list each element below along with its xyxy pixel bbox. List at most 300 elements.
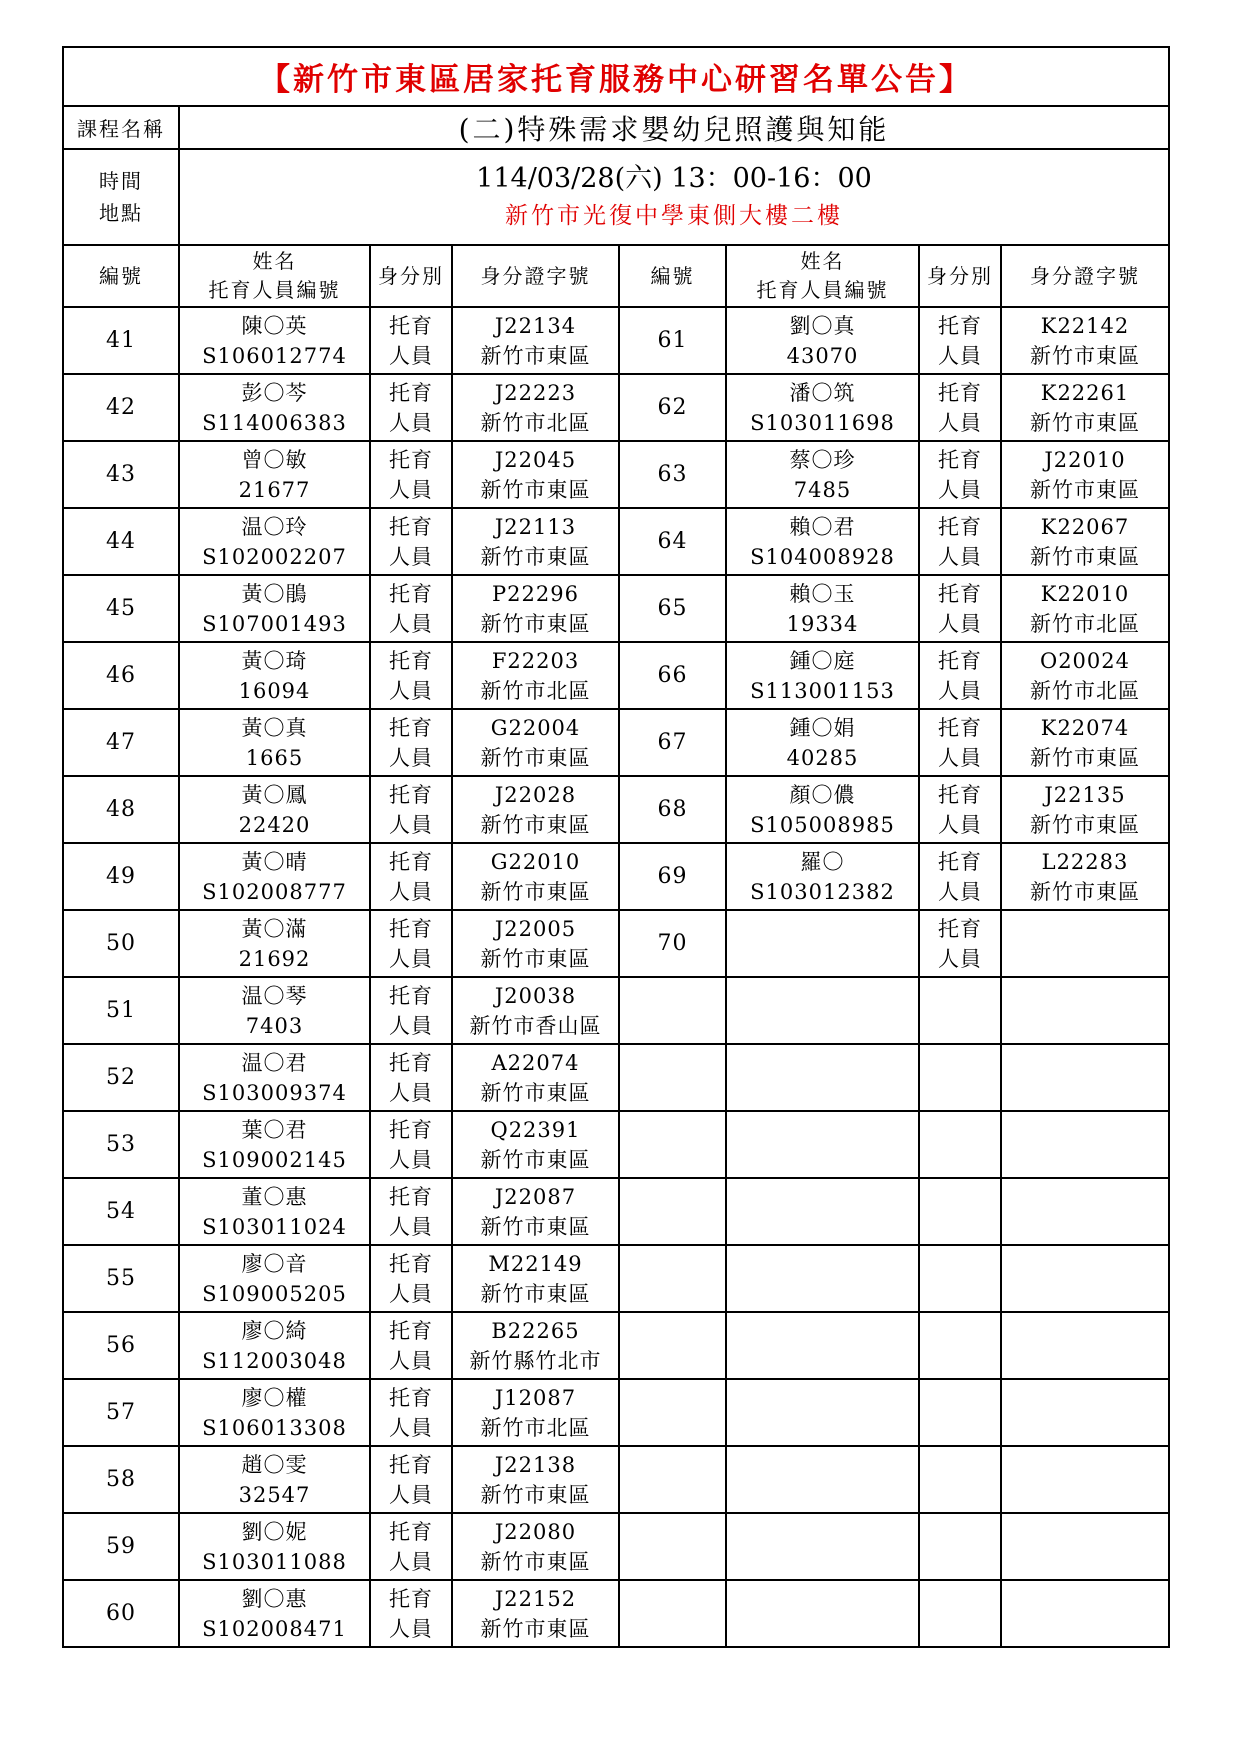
id-cell bbox=[1001, 642, 1169, 709]
identity-cell bbox=[370, 1379, 452, 1446]
event-datetime: 114/03/28(六) 13：00-16：00 bbox=[476, 163, 872, 194]
person-name: 董〇惠 bbox=[241, 1184, 308, 1209]
person-name: 蔡〇珍 bbox=[789, 447, 856, 472]
id-number: J22010 bbox=[1044, 447, 1126, 472]
id-number: F22203 bbox=[491, 648, 580, 673]
row-number: 66 bbox=[619, 642, 726, 709]
row-number: 63 bbox=[619, 441, 726, 508]
id-area: 新竹市東區 bbox=[480, 544, 591, 569]
row-number: 61 bbox=[619, 307, 726, 374]
course-label: 課程名稱 bbox=[63, 106, 179, 149]
identity-cell bbox=[919, 307, 1001, 374]
row-number bbox=[619, 1379, 726, 1446]
page-title: 【新竹市東區居家托育服務中心研習名單公告】 bbox=[63, 47, 1169, 106]
identity-cell bbox=[370, 374, 452, 441]
person-name: 劉〇妮 bbox=[241, 1519, 308, 1544]
header-name bbox=[726, 245, 919, 307]
id-area: 新竹市北區 bbox=[1030, 678, 1140, 703]
identity-line-2: 人員 bbox=[389, 1415, 433, 1440]
identity-line-2: 人員 bbox=[938, 611, 982, 636]
person-name: 黃〇真 bbox=[241, 715, 308, 740]
identity-line-2: 人員 bbox=[938, 879, 982, 904]
row-number: 51 bbox=[63, 977, 179, 1044]
row-number: 70 bbox=[619, 910, 726, 977]
name-cell bbox=[179, 441, 370, 508]
person-name: 廖〇音 bbox=[241, 1251, 308, 1276]
identity-cell bbox=[919, 441, 1001, 508]
row-number: 53 bbox=[63, 1111, 179, 1178]
name-cell bbox=[179, 1178, 370, 1245]
event-place: 新竹市光復中學東側大樓二樓 bbox=[505, 203, 843, 229]
header-id-no: 身分證字號 bbox=[1001, 245, 1169, 307]
row-number: 43 bbox=[63, 441, 179, 508]
id-cell bbox=[1001, 843, 1169, 910]
identity-line-2: 人員 bbox=[389, 1147, 433, 1172]
caregiver-id: S102008777 bbox=[202, 879, 347, 904]
identity-line-1: 托育 bbox=[389, 447, 433, 472]
person-name: 温〇琴 bbox=[241, 983, 308, 1008]
identity-cell bbox=[919, 776, 1001, 843]
id-number: J22152 bbox=[494, 1586, 577, 1611]
id-number: J22080 bbox=[494, 1519, 577, 1544]
table-row bbox=[63, 1178, 1169, 1245]
id-cell bbox=[1001, 709, 1169, 776]
table-row bbox=[63, 307, 1169, 374]
caregiver-id: S105008985 bbox=[750, 812, 895, 837]
identity-cell bbox=[370, 1580, 452, 1647]
id-number: K22261 bbox=[1040, 380, 1130, 405]
id-cell bbox=[1001, 1245, 1169, 1312]
id-cell bbox=[1001, 910, 1169, 977]
id-cell bbox=[1001, 977, 1169, 1044]
id-cell bbox=[452, 977, 619, 1044]
name-cell bbox=[179, 1513, 370, 1580]
id-cell bbox=[452, 374, 619, 441]
person-name: 廖〇權 bbox=[241, 1385, 308, 1410]
row-number bbox=[619, 1044, 726, 1111]
row-number: 59 bbox=[63, 1513, 179, 1580]
name-cell bbox=[179, 307, 370, 374]
caregiver-id: S103011088 bbox=[202, 1549, 347, 1574]
identity-cell bbox=[370, 1178, 452, 1245]
name-cell bbox=[179, 910, 370, 977]
identity-line-1: 托育 bbox=[389, 849, 433, 874]
name-cell bbox=[179, 776, 370, 843]
name-cell bbox=[179, 508, 370, 575]
identity-cell bbox=[370, 776, 452, 843]
id-number: O20024 bbox=[1039, 648, 1131, 673]
name-cell bbox=[726, 508, 919, 575]
identity-line-1: 托育 bbox=[938, 514, 982, 539]
person-name: 黃〇琦 bbox=[241, 648, 308, 673]
name-cell bbox=[179, 575, 370, 642]
id-number: J22138 bbox=[494, 1452, 577, 1477]
identity-cell bbox=[370, 575, 452, 642]
row-number bbox=[619, 1513, 726, 1580]
identity-line-2: 人員 bbox=[938, 946, 982, 971]
identity-cell bbox=[919, 843, 1001, 910]
id-area: 新竹市東區 bbox=[1030, 410, 1140, 435]
person-name: 温〇玲 bbox=[241, 514, 308, 539]
name-cell bbox=[179, 1580, 370, 1647]
identity-line-2: 人員 bbox=[389, 1080, 433, 1105]
id-number: J22135 bbox=[1044, 782, 1126, 807]
identity-line-2: 人員 bbox=[938, 410, 982, 435]
id-cell bbox=[452, 1580, 619, 1647]
identity-cell bbox=[919, 1044, 1001, 1111]
name-cell bbox=[179, 1245, 370, 1312]
id-area: 新竹市東區 bbox=[1030, 879, 1140, 904]
id-area: 新竹縣竹北市 bbox=[469, 1348, 602, 1373]
table-row bbox=[63, 1580, 1169, 1647]
identity-line-2: 人員 bbox=[938, 477, 982, 502]
row-number bbox=[619, 1312, 726, 1379]
identity-line-2: 人員 bbox=[389, 1281, 433, 1306]
caregiver-id: 7403 bbox=[245, 1013, 304, 1038]
id-number: J22134 bbox=[494, 313, 577, 338]
name-cell bbox=[726, 1446, 919, 1513]
caregiver-id: S103012382 bbox=[750, 879, 895, 904]
caregiver-id: 1665 bbox=[245, 745, 304, 770]
id-area: 新竹市東區 bbox=[1030, 812, 1140, 837]
id-number: K22142 bbox=[1040, 313, 1130, 338]
caregiver-id: S114006383 bbox=[202, 410, 347, 435]
row-number: 41 bbox=[63, 307, 179, 374]
id-area: 新竹市東區 bbox=[480, 745, 591, 770]
name-cell bbox=[726, 441, 919, 508]
person-name: 黃〇鵑 bbox=[241, 581, 308, 606]
caregiver-id: 32547 bbox=[238, 1482, 311, 1507]
identity-line-2: 人員 bbox=[389, 544, 433, 569]
id-number: J22028 bbox=[494, 782, 577, 807]
id-number: J22087 bbox=[494, 1184, 577, 1209]
identity-line-2: 人員 bbox=[389, 1013, 433, 1038]
header-name-label: 姓名 bbox=[252, 249, 297, 273]
identity-line-2: 人員 bbox=[938, 812, 982, 837]
person-name: 鍾〇庭 bbox=[789, 648, 856, 673]
row-number: 55 bbox=[63, 1245, 179, 1312]
id-cell bbox=[1001, 441, 1169, 508]
name-cell bbox=[726, 1379, 919, 1446]
id-cell bbox=[1001, 1111, 1169, 1178]
identity-cell bbox=[370, 1245, 452, 1312]
row-number: 64 bbox=[619, 508, 726, 575]
id-cell bbox=[1001, 307, 1169, 374]
table-row bbox=[63, 843, 1169, 910]
identity-line-1: 托育 bbox=[389, 1050, 433, 1075]
caregiver-id: 22420 bbox=[238, 812, 311, 837]
identity-line-1: 托育 bbox=[389, 1251, 433, 1276]
table-row bbox=[63, 1111, 1169, 1178]
id-cell bbox=[452, 642, 619, 709]
name-cell bbox=[726, 1245, 919, 1312]
person-name: 趙〇雯 bbox=[241, 1452, 308, 1477]
name-cell bbox=[726, 1580, 919, 1647]
person-name: 黃〇晴 bbox=[241, 849, 308, 874]
id-number: L22283 bbox=[1041, 849, 1129, 874]
id-area: 新竹市北區 bbox=[480, 678, 591, 703]
person-name: 廖〇綺 bbox=[241, 1318, 308, 1343]
header-no: 編號 bbox=[63, 245, 179, 307]
caregiver-id: S103011698 bbox=[750, 410, 895, 435]
identity-line-2: 人員 bbox=[389, 745, 433, 770]
id-cell bbox=[1001, 1312, 1169, 1379]
id-area: 新竹市東區 bbox=[480, 812, 591, 837]
header-name bbox=[179, 245, 370, 307]
id-cell bbox=[452, 1044, 619, 1111]
id-cell bbox=[452, 441, 619, 508]
table-row bbox=[63, 374, 1169, 441]
identity-cell bbox=[919, 508, 1001, 575]
name-cell bbox=[179, 843, 370, 910]
caregiver-id: S109002145 bbox=[202, 1147, 347, 1172]
caregiver-id: S109005205 bbox=[202, 1281, 347, 1306]
name-cell bbox=[726, 776, 919, 843]
row-number: 56 bbox=[63, 1312, 179, 1379]
place-label: 地點 bbox=[99, 201, 143, 225]
identity-cell bbox=[919, 709, 1001, 776]
id-area: 新竹市東區 bbox=[480, 946, 591, 971]
identity-line-2: 人員 bbox=[389, 1482, 433, 1507]
row-number bbox=[619, 1245, 726, 1312]
id-cell bbox=[452, 1178, 619, 1245]
id-cell bbox=[1001, 1513, 1169, 1580]
id-cell bbox=[452, 1513, 619, 1580]
name-cell bbox=[726, 1111, 919, 1178]
id-area: 新竹市東區 bbox=[1030, 745, 1140, 770]
person-name: 陳〇英 bbox=[241, 313, 308, 338]
id-area: 新竹市東區 bbox=[480, 1549, 591, 1574]
identity-line-2: 人員 bbox=[389, 1549, 433, 1574]
course-name: (二)特殊需求嬰幼兒照護與知能 bbox=[179, 106, 1169, 149]
id-cell bbox=[1001, 1580, 1169, 1647]
name-cell bbox=[726, 1513, 919, 1580]
id-area: 新竹市東區 bbox=[480, 343, 591, 368]
identity-line-1: 托育 bbox=[389, 715, 433, 740]
name-cell bbox=[726, 709, 919, 776]
name-cell bbox=[179, 1111, 370, 1178]
identity-cell bbox=[919, 1111, 1001, 1178]
identity-cell bbox=[919, 910, 1001, 977]
row-number: 49 bbox=[63, 843, 179, 910]
identity-cell bbox=[919, 1513, 1001, 1580]
row-number: 50 bbox=[63, 910, 179, 977]
id-area: 新竹市東區 bbox=[480, 1482, 591, 1507]
caregiver-id: 40285 bbox=[786, 745, 859, 770]
header-name-label: 姓名 bbox=[800, 249, 845, 273]
identity-line-1: 托育 bbox=[389, 1586, 433, 1611]
id-cell bbox=[452, 1245, 619, 1312]
name-cell bbox=[726, 843, 919, 910]
identity-cell bbox=[919, 1312, 1001, 1379]
id-cell bbox=[452, 1379, 619, 1446]
identity-line-2: 人員 bbox=[389, 812, 433, 837]
identity-line-1: 托育 bbox=[938, 380, 982, 405]
table-row bbox=[63, 776, 1169, 843]
identity-line-1: 托育 bbox=[938, 849, 982, 874]
caregiver-id: S103009374 bbox=[202, 1080, 347, 1105]
id-number: J22113 bbox=[494, 514, 577, 539]
id-cell bbox=[452, 1312, 619, 1379]
identity-line-1: 托育 bbox=[389, 313, 433, 338]
identity-cell bbox=[370, 642, 452, 709]
id-cell bbox=[1001, 1379, 1169, 1446]
table-row bbox=[63, 910, 1169, 977]
identity-line-1: 托育 bbox=[389, 1318, 433, 1343]
identity-line-2: 人員 bbox=[938, 678, 982, 703]
identity-line-1: 托育 bbox=[389, 581, 433, 606]
id-number: B22265 bbox=[491, 1318, 580, 1343]
id-cell bbox=[1001, 1178, 1169, 1245]
id-area: 新竹市東區 bbox=[1030, 477, 1140, 502]
id-cell bbox=[1001, 508, 1169, 575]
identity-cell bbox=[919, 642, 1001, 709]
id-number: K22074 bbox=[1040, 715, 1130, 740]
id-cell bbox=[452, 843, 619, 910]
identity-cell bbox=[370, 709, 452, 776]
identity-cell bbox=[370, 1513, 452, 1580]
id-area: 新竹市東區 bbox=[480, 1214, 591, 1239]
row-number: 58 bbox=[63, 1446, 179, 1513]
row-number: 57 bbox=[63, 1379, 179, 1446]
id-cell bbox=[452, 575, 619, 642]
id-number: M22149 bbox=[488, 1251, 583, 1276]
identity-line-2: 人員 bbox=[389, 678, 433, 703]
name-cell bbox=[726, 374, 919, 441]
caregiver-id: S103011024 bbox=[202, 1214, 347, 1239]
name-cell bbox=[179, 1312, 370, 1379]
person-name: 羅〇 bbox=[800, 849, 845, 874]
table-row bbox=[63, 642, 1169, 709]
person-name: 黃〇鳳 bbox=[241, 782, 308, 807]
id-area: 新竹市北區 bbox=[480, 410, 591, 435]
row-number: 67 bbox=[619, 709, 726, 776]
id-number: Q22391 bbox=[490, 1117, 581, 1142]
header-identity: 身分別 bbox=[370, 245, 452, 307]
identity-line-1: 托育 bbox=[389, 514, 433, 539]
name-cell bbox=[179, 374, 370, 441]
identity-cell bbox=[370, 1446, 452, 1513]
identity-line-1: 托育 bbox=[389, 782, 433, 807]
id-number: G22010 bbox=[490, 849, 581, 874]
name-cell bbox=[179, 1446, 370, 1513]
identity-line-1: 托育 bbox=[389, 1385, 433, 1410]
row-number: 48 bbox=[63, 776, 179, 843]
caregiver-id: S112003048 bbox=[202, 1348, 347, 1373]
id-number: K22010 bbox=[1040, 581, 1130, 606]
name-cell bbox=[726, 910, 919, 977]
identity-cell bbox=[370, 1044, 452, 1111]
person-name: 葉〇君 bbox=[241, 1117, 308, 1142]
table-row bbox=[63, 1044, 1169, 1111]
identity-line-2: 人員 bbox=[938, 745, 982, 770]
identity-cell bbox=[370, 1111, 452, 1178]
person-name: 黃〇滿 bbox=[241, 916, 308, 941]
identity-line-2: 人員 bbox=[389, 611, 433, 636]
table-header-row bbox=[63, 245, 1169, 307]
table-row bbox=[63, 977, 1169, 1044]
identity-cell bbox=[370, 307, 452, 374]
table-row bbox=[63, 1245, 1169, 1312]
identity-cell bbox=[370, 977, 452, 1044]
identity-line-2: 人員 bbox=[938, 343, 982, 368]
id-number: A22074 bbox=[491, 1050, 580, 1075]
name-cell bbox=[726, 1044, 919, 1111]
id-cell bbox=[452, 910, 619, 977]
id-number: J12087 bbox=[494, 1385, 577, 1410]
person-name: 賴〇君 bbox=[789, 514, 856, 539]
identity-line-2: 人員 bbox=[389, 1348, 433, 1373]
id-number: K22067 bbox=[1040, 514, 1130, 539]
header-identity: 身分別 bbox=[919, 245, 1001, 307]
time-place-value bbox=[179, 149, 1169, 245]
id-number: J22045 bbox=[494, 447, 577, 472]
table-row bbox=[63, 709, 1169, 776]
identity-cell bbox=[370, 441, 452, 508]
id-cell bbox=[1001, 575, 1169, 642]
id-area: 新竹市東區 bbox=[480, 1281, 591, 1306]
identity-line-1: 托育 bbox=[389, 1184, 433, 1209]
name-cell bbox=[726, 977, 919, 1044]
row-number: 47 bbox=[63, 709, 179, 776]
row-number: 69 bbox=[619, 843, 726, 910]
identity-cell bbox=[919, 977, 1001, 1044]
header-no: 編號 bbox=[619, 245, 726, 307]
name-cell bbox=[726, 307, 919, 374]
id-area: 新竹市東區 bbox=[480, 1080, 591, 1105]
row-number: 65 bbox=[619, 575, 726, 642]
row-number: 62 bbox=[619, 374, 726, 441]
id-cell bbox=[452, 508, 619, 575]
name-cell bbox=[726, 1312, 919, 1379]
person-name: 曾〇敏 bbox=[241, 447, 308, 472]
identity-line-1: 托育 bbox=[938, 581, 982, 606]
identity-line-1: 托育 bbox=[389, 648, 433, 673]
header-id-no: 身分證字號 bbox=[452, 245, 619, 307]
identity-line-1: 托育 bbox=[389, 380, 433, 405]
id-area: 新竹市香山區 bbox=[469, 1013, 602, 1038]
identity-line-1: 托育 bbox=[938, 313, 982, 338]
person-name: 潘〇筑 bbox=[789, 380, 856, 405]
table-row bbox=[63, 1513, 1169, 1580]
caregiver-id: 21677 bbox=[238, 477, 311, 502]
identity-cell bbox=[919, 1446, 1001, 1513]
id-number: J22223 bbox=[494, 380, 577, 405]
row-number: 60 bbox=[63, 1580, 179, 1647]
caregiver-id: S102002207 bbox=[202, 544, 347, 569]
identity-cell bbox=[919, 1178, 1001, 1245]
row-number: 46 bbox=[63, 642, 179, 709]
caregiver-id: S106012774 bbox=[202, 343, 347, 368]
table-row bbox=[63, 575, 1169, 642]
name-cell bbox=[179, 1379, 370, 1446]
table-row bbox=[63, 508, 1169, 575]
row-number: 54 bbox=[63, 1178, 179, 1245]
person-name: 顏〇儂 bbox=[789, 782, 856, 807]
name-cell bbox=[179, 709, 370, 776]
id-number: J20038 bbox=[494, 983, 577, 1008]
identity-line-1: 托育 bbox=[938, 916, 982, 941]
table-row bbox=[63, 1379, 1169, 1446]
identity-line-1: 托育 bbox=[938, 648, 982, 673]
identity-cell bbox=[919, 1580, 1001, 1647]
header-caregiver-id: 托育人員編號 bbox=[208, 278, 341, 302]
name-cell bbox=[726, 1178, 919, 1245]
row-number bbox=[619, 977, 726, 1044]
id-area: 新竹市東區 bbox=[1030, 544, 1140, 569]
identity-line-2: 人員 bbox=[389, 946, 433, 971]
person-name: 劉〇真 bbox=[789, 313, 856, 338]
